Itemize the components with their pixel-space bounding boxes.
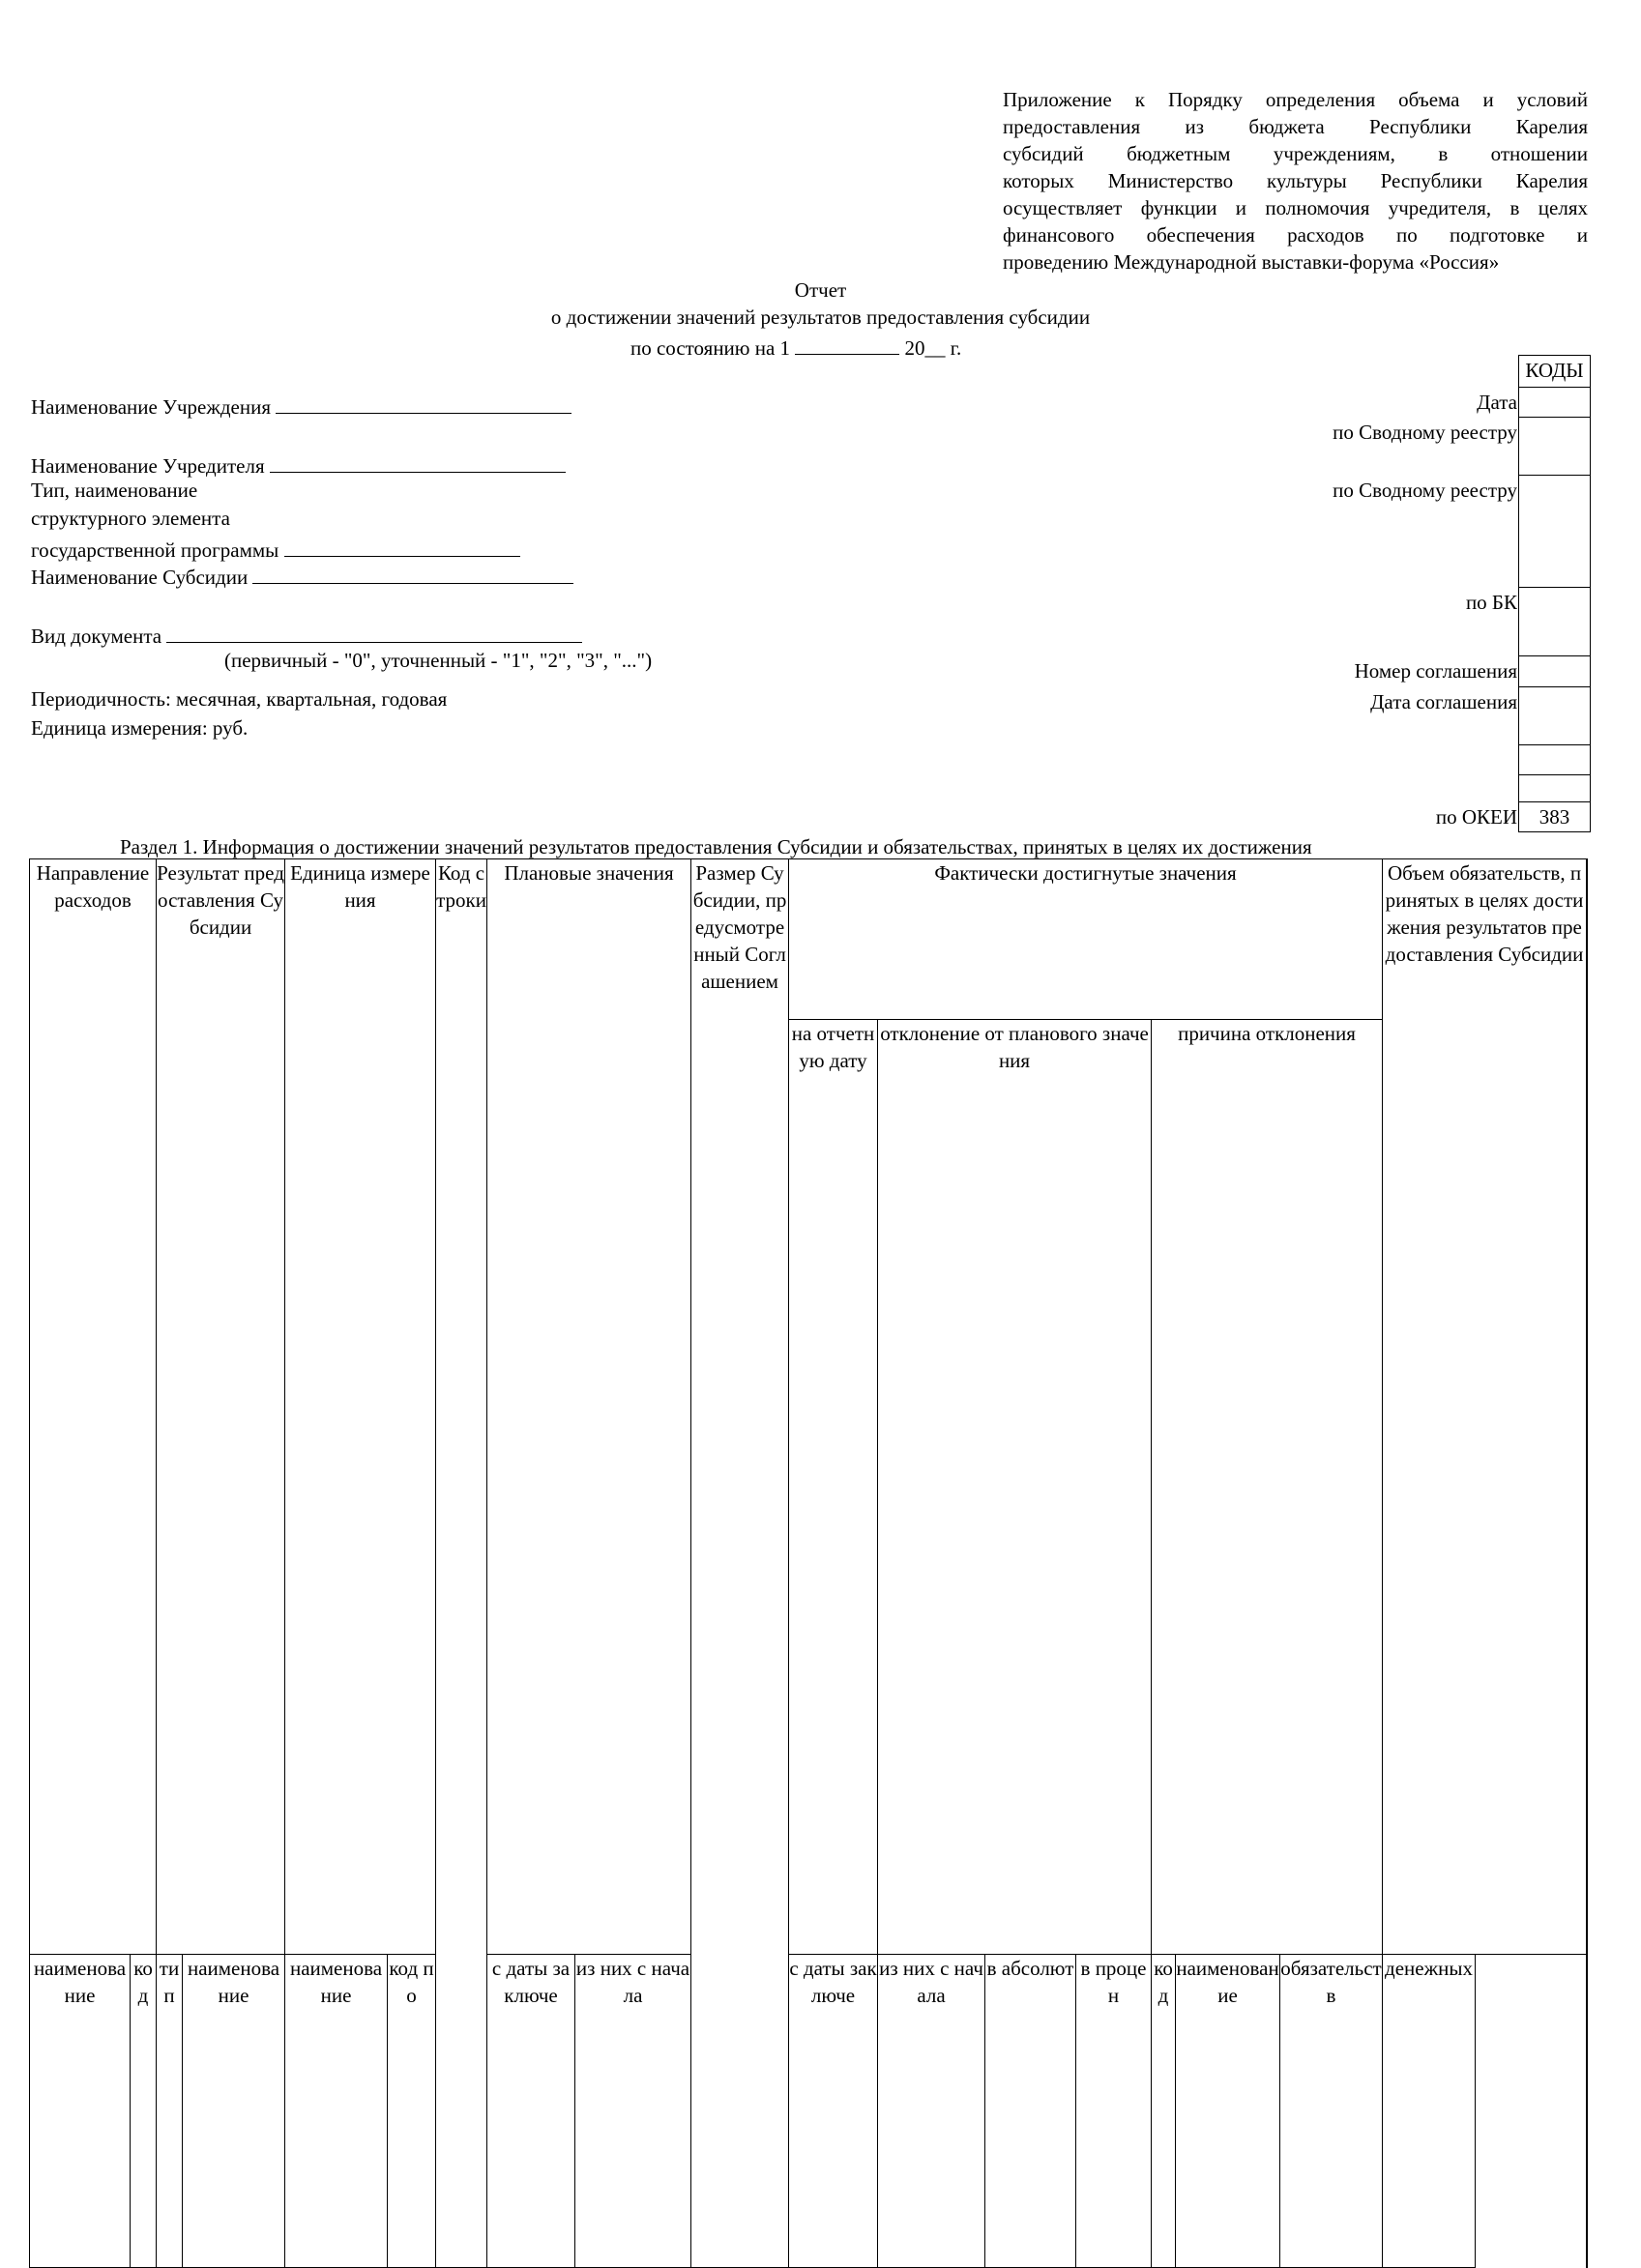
th-sub-absolute: в абсолют — [985, 1954, 1076, 2267]
appendix-note — [1003, 86, 1588, 276]
label-okei: по ОКЕИ — [1435, 805, 1517, 829]
th-sub-from-date1: с даты заключе — [487, 1954, 575, 2267]
th-obligations: Объем обязательств, принятых в целях достижения результатов предоставления Субсидии — [1383, 859, 1587, 1955]
label-registry1: по Сводному реестру — [1333, 421, 1517, 444]
th-sub-name2: наименование — [183, 1954, 285, 2267]
field-founder — [31, 452, 566, 477]
th-fact: Фактически достигнутые значения — [789, 859, 1383, 1020]
label-registry2: по Сводному реестру — [1333, 479, 1517, 502]
institution-input[interactable] — [276, 393, 571, 414]
label-agreement-date: Дата соглашения — [1370, 690, 1517, 713]
th-sub-obligations: обязательств — [1280, 1954, 1383, 2267]
codes-box — [1518, 355, 1591, 832]
th-sub-type: тип — [157, 1954, 183, 2267]
subsidy-input[interactable] — [252, 564, 573, 584]
report-date-line — [630, 334, 961, 359]
th-sub-code1: код — [131, 1954, 157, 2267]
doc-type-input[interactable] — [166, 623, 582, 643]
program-input[interactable] — [284, 537, 520, 557]
appendix-line: проведению Международной выставки-форума «Россия» — [1003, 250, 1500, 274]
code-cell-date[interactable] — [1519, 388, 1590, 418]
th-sub-percent: в процен — [1076, 1954, 1152, 2267]
measure-unit: Единица измерения: руб. — [31, 716, 249, 740]
report-date-year: 20__ г. — [904, 336, 962, 360]
field-subsidy — [31, 564, 573, 588]
label-agreement-number: Номер соглашения — [1354, 659, 1517, 683]
th-sub-name1: наименование — [30, 1954, 131, 2267]
code-cell-bk[interactable] — [1519, 588, 1590, 656]
th-deviation: отклонение от планового значения — [878, 1019, 1152, 1954]
th-sub-from-date2: с даты заключе — [789, 1954, 878, 2267]
doc-type-hint: (первичный - "0", уточненный - "1", "2", "3", "...") — [224, 649, 653, 672]
code-cell-agreement-date[interactable] — [1519, 687, 1590, 745]
th-sub-of-them2: из них с начала — [878, 1954, 985, 2267]
appendix-line: субсидий бюджетным учреждениям, в отношении — [1003, 142, 1588, 165]
field-program-label-3: государственной программы — [31, 538, 279, 562]
code-cell-agreement-number[interactable] — [1519, 656, 1590, 687]
th-fact-date: на отчетную дату — [789, 1019, 878, 1954]
appendix-line: финансового обеспечения расходов по подготовке и — [1003, 223, 1588, 247]
appendix-line: осуществляет функции и полномочия учредителя, в целях — [1003, 196, 1588, 219]
th-sub-of-them1: из них с начала — [575, 1954, 691, 2267]
appendix-line: Приложение к Порядку определения объема и условий — [1003, 88, 1588, 111]
appendix-line: предоставления из бюджета Республики Карелия — [1003, 115, 1588, 138]
th-reason: причина отклонения — [1152, 1019, 1383, 1954]
label-bk: по БК — [1465, 591, 1517, 614]
field-doc-type-label: Вид документа — [31, 625, 162, 648]
appendix-line: которых Министерство культуры Республики Карелия — [1003, 169, 1588, 192]
th-sub-name3: наименование — [285, 1954, 388, 2267]
th-subsidy-size: Размер Субсидии, предусмотренный Соглашением — [691, 859, 789, 2268]
report-title: Отчет — [794, 278, 847, 302]
th-row-code: Код строки — [436, 859, 487, 2268]
field-founder-label: Наименование Учредителя — [31, 454, 265, 478]
code-cell-extra2[interactable] — [1519, 775, 1590, 802]
field-institution — [31, 393, 571, 418]
th-unused — [1587, 859, 1588, 2268]
label-date: Дата — [1477, 391, 1517, 414]
th-direction: Направление расходов — [30, 859, 157, 1955]
th-result: Результат предоставления Субсидии — [157, 859, 285, 1955]
th-unit: Единица измерения — [285, 859, 436, 1955]
report-subtitle: о достижении значений результатов предоставления субсидии — [550, 305, 1091, 329]
section-title: Раздел 1. Информация о достижении значений результатов предоставления Субсидии и обязательствах, принятых в целях их достижения — [120, 835, 1312, 858]
code-cell-extra1[interactable] — [1519, 745, 1590, 775]
report-date-prefix: по состоянию на 1 — [630, 336, 791, 360]
th-sub-code2: код — [1152, 1954, 1176, 2267]
field-program — [31, 537, 520, 561]
periodicity: Периодичность: месячная, квартальная, годовая — [31, 687, 448, 711]
field-doc-type — [31, 623, 582, 647]
field-program-label-2: структурного элемента — [31, 507, 230, 530]
code-cell-okei: 383 — [1538, 805, 1570, 829]
code-cell-registry1[interactable] — [1519, 418, 1590, 476]
th-sub-code-okei: код по — [388, 1954, 436, 2267]
founder-input[interactable] — [270, 452, 566, 473]
report-table — [29, 858, 1588, 2268]
th-sub-name4: наименование — [1176, 1954, 1280, 2267]
field-program-label-1: Тип, наименование — [31, 479, 198, 502]
code-cell-registry2[interactable] — [1519, 476, 1590, 588]
date-blank[interactable] — [795, 334, 899, 355]
th-plan: Плановые значения — [487, 859, 691, 1955]
th-sub-money: денежных — [1383, 1954, 1476, 2267]
field-subsidy-label: Наименование Субсидии — [31, 566, 249, 589]
field-institution-label: Наименование Учреждения — [31, 395, 271, 419]
codes-header: КОДЫ — [1519, 356, 1590, 388]
